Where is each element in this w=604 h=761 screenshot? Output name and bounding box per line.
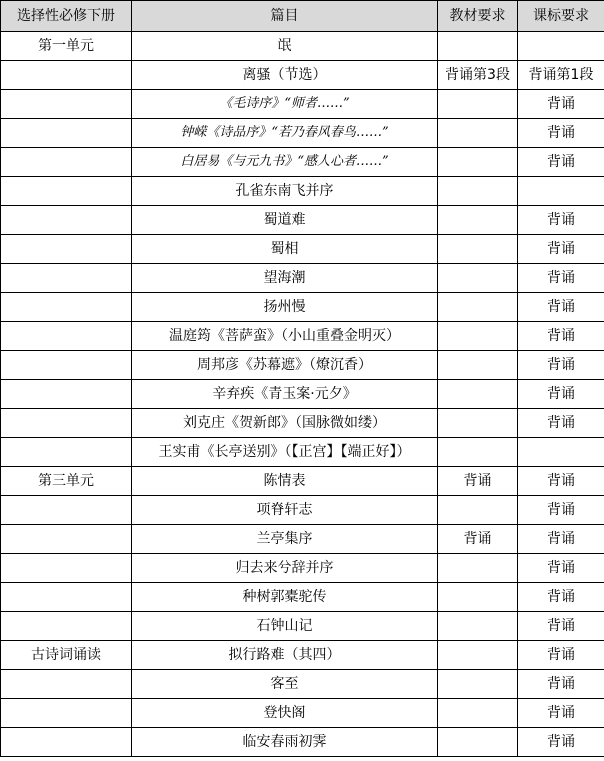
- standard-requirement-cell: 背诵: [518, 525, 604, 554]
- standard-requirement-cell: 背诵: [518, 322, 604, 351]
- textbook-requirement-cell: 背诵: [438, 467, 518, 496]
- standard-requirement-cell: [518, 438, 604, 467]
- table-body: [1, 32, 604, 757]
- table-row: [1, 438, 604, 467]
- title-cell: 归去来兮辞并序: [132, 554, 438, 583]
- title-cell: 辛弃疾《青玉案·元夕》: [132, 380, 438, 409]
- title-cell: 临安春雨初霁: [132, 728, 438, 757]
- unit-cell: [1, 438, 132, 467]
- table-row: [1, 264, 604, 293]
- unit-cell: [1, 699, 132, 728]
- title-cell: 项脊轩志: [132, 496, 438, 525]
- unit-cell: [1, 496, 132, 525]
- standard-requirement-cell: 背诵: [518, 148, 604, 177]
- unit-cell: [1, 351, 132, 380]
- textbook-requirement-cell: [438, 177, 518, 206]
- table-row: [1, 525, 604, 554]
- title-cell: 王实甫《长亭送别》（【正宫】【端正好】）: [132, 438, 438, 467]
- unit-cell: [1, 728, 132, 757]
- standard-requirement-cell: 背诵: [518, 583, 604, 612]
- textbook-requirement-cell: 背诵: [438, 525, 518, 554]
- table-row: [1, 699, 604, 728]
- unit-cell: [1, 235, 132, 264]
- standard-requirement-cell: 背诵: [518, 380, 604, 409]
- unit-cell: 古诗词诵读: [1, 641, 132, 670]
- textbook-requirement-cell: [438, 293, 518, 322]
- title-cell: 刘克庄《贺新郎》（国脉微如缕）: [132, 409, 438, 438]
- standard-requirement-cell: [518, 177, 604, 206]
- title-cell: 蜀道难: [132, 206, 438, 235]
- textbook-requirement-cell: [438, 728, 518, 757]
- unit-cell: [1, 583, 132, 612]
- unit-cell: [1, 90, 132, 119]
- header-textbook-requirement: 教材要求: [438, 1, 518, 32]
- textbook-requirement-cell: [438, 235, 518, 264]
- standard-requirement-cell: 背诵: [518, 119, 604, 148]
- table-row: [1, 90, 604, 119]
- table-row: [1, 670, 604, 699]
- textbook-requirement-cell: [438, 670, 518, 699]
- table-row: [1, 583, 604, 612]
- table-row: [1, 235, 604, 264]
- table-row: [1, 380, 604, 409]
- table-row: [1, 467, 604, 496]
- header-title: 篇目: [132, 1, 438, 32]
- standard-requirement-cell: 背诵: [518, 554, 604, 583]
- title-cell: 离骚（节选）: [132, 61, 438, 90]
- unit-cell: [1, 612, 132, 641]
- title-cell: 蜀相: [132, 235, 438, 264]
- standard-requirement-cell: 背诵: [518, 293, 604, 322]
- unit-cell: [1, 177, 132, 206]
- title-cell: 陈情表: [132, 467, 438, 496]
- title-cell: 氓: [132, 32, 438, 61]
- unit-cell: [1, 322, 132, 351]
- title-cell: 孔雀东南飞并序: [132, 177, 438, 206]
- table-row: [1, 322, 604, 351]
- textbook-requirement-cell: [438, 380, 518, 409]
- textbook-requirement-cell: [438, 699, 518, 728]
- textbook-requirement-cell: [438, 119, 518, 148]
- unit-cell: 第三单元: [1, 467, 132, 496]
- table-row: [1, 496, 604, 525]
- title-cell: 周邦彦《苏幕遮》（燎沉香）: [132, 351, 438, 380]
- unit-cell: [1, 380, 132, 409]
- textbook-requirement-cell: [438, 438, 518, 467]
- title-cell: 《毛诗序》“师者……”: [132, 90, 438, 119]
- header-row: [1, 1, 604, 32]
- unit-cell: [1, 670, 132, 699]
- table-row: [1, 351, 604, 380]
- unit-cell: [1, 206, 132, 235]
- standard-requirement-cell: 背诵: [518, 728, 604, 757]
- table-row: [1, 641, 604, 670]
- table-row: [1, 612, 604, 641]
- textbook-requirement-cell: [438, 554, 518, 583]
- title-cell: 种树郭橐驼传: [132, 583, 438, 612]
- table-row: [1, 61, 604, 90]
- unit-cell: [1, 525, 132, 554]
- textbook-requirement-cell: [438, 409, 518, 438]
- textbook-requirement-cell: [438, 206, 518, 235]
- standard-requirement-cell: 背诵: [518, 235, 604, 264]
- table-row: [1, 293, 604, 322]
- unit-cell: [1, 148, 132, 177]
- textbook-requirement-cell: [438, 264, 518, 293]
- title-cell: 白居易《与元九书》“感人心者……”: [132, 148, 438, 177]
- textbook-requirement-cell: [438, 641, 518, 670]
- standard-requirement-cell: 背诵: [518, 90, 604, 119]
- standard-requirement-cell: 背诵: [518, 467, 604, 496]
- unit-cell: [1, 119, 132, 148]
- standard-requirement-cell: 背诵: [518, 496, 604, 525]
- standard-requirement-cell: 背诵: [518, 641, 604, 670]
- standard-requirement-cell: 背诵: [518, 351, 604, 380]
- title-cell: 石钟山记: [132, 612, 438, 641]
- standard-requirement-cell: [518, 32, 604, 61]
- table-row: [1, 32, 604, 61]
- textbook-requirement-cell: [438, 351, 518, 380]
- title-cell: 登快阁: [132, 699, 438, 728]
- unit-cell: [1, 554, 132, 583]
- textbook-requirement-cell: [438, 496, 518, 525]
- title-cell: 扬州慢: [132, 293, 438, 322]
- table-row: [1, 728, 604, 757]
- table-row: [1, 554, 604, 583]
- standard-requirement-cell: 背诵: [518, 670, 604, 699]
- header-standard-requirement: 课标要求: [518, 1, 604, 32]
- unit-cell: [1, 61, 132, 90]
- title-cell: 拟行路难（其四）: [132, 641, 438, 670]
- standard-requirement-cell: 背诵: [518, 264, 604, 293]
- standard-requirement-cell: 背诵: [518, 409, 604, 438]
- header-unit: 选择性必修下册: [1, 1, 132, 32]
- standard-requirement-cell: 背诵: [518, 612, 604, 641]
- table-row: [1, 206, 604, 235]
- table-row: [1, 148, 604, 177]
- title-cell: 温庭筠《菩萨蛮》（小山重叠金明灭）: [132, 322, 438, 351]
- unit-cell: [1, 264, 132, 293]
- textbook-requirement-cell: 背诵第3段: [438, 61, 518, 90]
- title-cell: 钟嵘《诗品序》“若乃春风春鸟……”: [132, 119, 438, 148]
- unit-cell: [1, 293, 132, 322]
- title-cell: 望海潮: [132, 264, 438, 293]
- textbook-requirement-cell: [438, 612, 518, 641]
- title-cell: 客至: [132, 670, 438, 699]
- standard-requirement-cell: 背诵: [518, 699, 604, 728]
- title-cell: 兰亭集序: [132, 525, 438, 554]
- table-row: [1, 409, 604, 438]
- standard-requirement-cell: 背诵第1段: [518, 61, 604, 90]
- textbook-requirement-cell: [438, 32, 518, 61]
- textbook-requirement-cell: [438, 148, 518, 177]
- unit-cell: 第一单元: [1, 32, 132, 61]
- table-row: [1, 119, 604, 148]
- textbook-requirement-cell: [438, 322, 518, 351]
- textbook-requirement-cell: [438, 90, 518, 119]
- standard-requirement-cell: 背诵: [518, 206, 604, 235]
- unit-cell: [1, 409, 132, 438]
- table-row: [1, 177, 604, 206]
- textbook-requirement-cell: [438, 583, 518, 612]
